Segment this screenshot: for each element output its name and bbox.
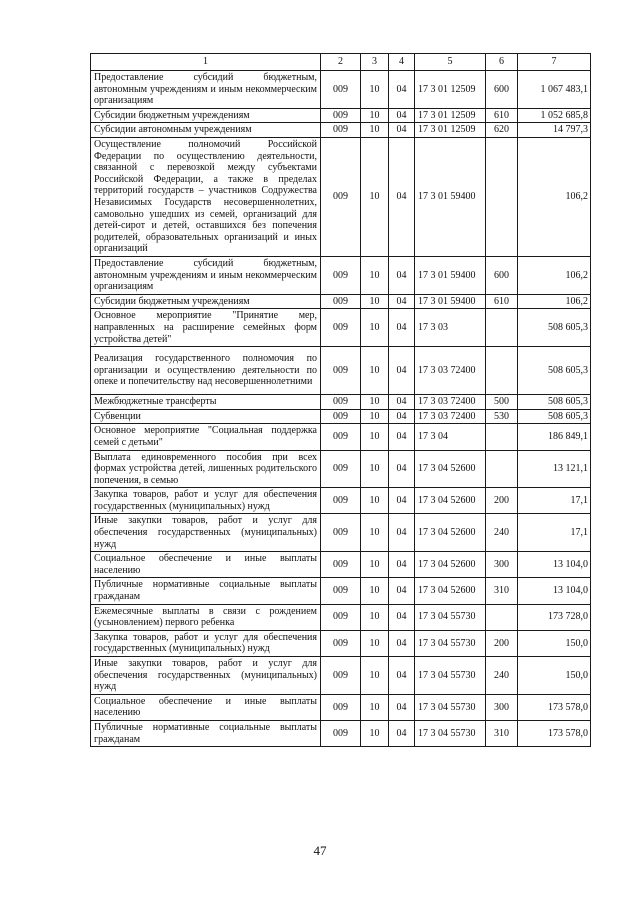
cell-section-code: 10 [361, 108, 389, 123]
cell-department-code: 009 [321, 409, 361, 424]
cell-expense-type-code: 200 [486, 630, 518, 656]
cell-target-article-code: 17 3 04 52600 [415, 514, 486, 552]
cell-section-code: 10 [361, 604, 389, 630]
cell-expense-type-code [486, 137, 518, 256]
cell-section-code: 10 [361, 720, 389, 746]
cell-amount: 13 104,0 [518, 552, 591, 578]
cell-target-article-code: 17 3 01 59400 [415, 256, 486, 294]
cell-target-article-code: 17 3 01 12509 [415, 123, 486, 138]
table-row [91, 604, 591, 630]
cell-section-code: 10 [361, 514, 389, 552]
table-row [91, 256, 591, 294]
cell-description: Публичные нормативные социальные выплаты гражданам [91, 720, 321, 746]
cell-department-code: 009 [321, 604, 361, 630]
cell-department-code: 009 [321, 395, 361, 410]
cell-target-article-code: 17 3 04 52600 [415, 488, 486, 514]
cell-amount: 173 578,0 [518, 694, 591, 720]
cell-description: Осуществление полномочий Российской Федерации по осуществлению деятельности, связанной с перевозкой между субъектами Российской Федерации, а также в пределах территорий государств – участников Содружества Независимых Государств несовершеннолетних, самовольно ушедших из семей, организаций для детей-сирот и детей, оставшихся без попечения родителей, образовательных организаций и иных организаций [91, 137, 321, 256]
cell-expense-type-code: 300 [486, 694, 518, 720]
header-row [91, 54, 591, 71]
cell-description: Выплата единовременного пособия при всех формах устройства детей, лишенных родительского попечения, в семью [91, 450, 321, 488]
table-row [91, 488, 591, 514]
cell-expense-type-code: 310 [486, 720, 518, 746]
cell-section-code: 10 [361, 256, 389, 294]
cell-department-code: 009 [321, 552, 361, 578]
table-row [91, 123, 591, 138]
cell-department-code: 009 [321, 630, 361, 656]
cell-expense-type-code [486, 424, 518, 450]
cell-amount: 508 605,3 [518, 309, 591, 347]
table-row [91, 578, 591, 604]
cell-description: Субсидии бюджетным учреждениям [91, 108, 321, 123]
cell-subsection-code: 04 [389, 395, 415, 410]
cell-department-code: 009 [321, 450, 361, 488]
cell-amount: 106,2 [518, 256, 591, 294]
cell-amount: 1 052 685,8 [518, 108, 591, 123]
cell-subsection-code: 04 [389, 514, 415, 552]
cell-expense-type-code [486, 347, 518, 395]
header-cell-5: 5 [415, 54, 486, 71]
cell-section-code: 10 [361, 123, 389, 138]
cell-department-code: 009 [321, 137, 361, 256]
table-row [91, 309, 591, 347]
cell-subsection-code: 04 [389, 630, 415, 656]
cell-subsection-code: 04 [389, 347, 415, 395]
cell-description: Иные закупки товаров, работ и услуг для обеспечения государственных (муниципальных) нужд [91, 657, 321, 695]
cell-department-code: 009 [321, 694, 361, 720]
cell-amount: 106,2 [518, 294, 591, 309]
cell-subsection-code: 04 [389, 309, 415, 347]
cell-expense-type-code: 240 [486, 657, 518, 695]
cell-section-code: 10 [361, 424, 389, 450]
cell-expense-type-code: 200 [486, 488, 518, 514]
cell-subsection-code: 04 [389, 108, 415, 123]
cell-section-code: 10 [361, 578, 389, 604]
table-row [91, 657, 591, 695]
table-row [91, 552, 591, 578]
cell-expense-type-code: 600 [486, 71, 518, 109]
table-row [91, 424, 591, 450]
page-number: 47 [313, 843, 327, 858]
cell-section-code: 10 [361, 71, 389, 109]
cell-target-article-code: 17 3 01 59400 [415, 294, 486, 309]
cell-expense-type-code [486, 309, 518, 347]
table-row [91, 294, 591, 309]
cell-description: Субвенции [91, 409, 321, 424]
cell-expense-type-code [486, 604, 518, 630]
cell-department-code: 009 [321, 256, 361, 294]
cell-subsection-code: 04 [389, 720, 415, 746]
cell-subsection-code: 04 [389, 657, 415, 695]
cell-department-code: 009 [321, 720, 361, 746]
cell-amount: 17,1 [518, 488, 591, 514]
cell-amount: 508 605,3 [518, 395, 591, 410]
header-cell-1: 1 [91, 54, 321, 71]
table-row [91, 694, 591, 720]
cell-amount: 508 605,3 [518, 409, 591, 424]
cell-expense-type-code: 610 [486, 294, 518, 309]
cell-expense-type-code: 240 [486, 514, 518, 552]
cell-subsection-code: 04 [389, 604, 415, 630]
cell-section-code: 10 [361, 552, 389, 578]
cell-description: Социальное обеспечение и иные выплаты населению [91, 694, 321, 720]
table-body [91, 54, 591, 747]
cell-amount: 508 605,3 [518, 347, 591, 395]
cell-amount: 17,1 [518, 514, 591, 552]
table-row [91, 630, 591, 656]
cell-subsection-code: 04 [389, 409, 415, 424]
cell-department-code: 009 [321, 309, 361, 347]
cell-subsection-code: 04 [389, 137, 415, 256]
cell-description: Основное мероприятие "Принятие мер, направленных на расширение семейных форм устройства детей" [91, 309, 321, 347]
header-cell-2: 2 [321, 54, 361, 71]
cell-description: Межбюджетные трансферты [91, 395, 321, 410]
cell-expense-type-code: 610 [486, 108, 518, 123]
cell-section-code: 10 [361, 657, 389, 695]
cell-expense-type-code: 310 [486, 578, 518, 604]
cell-section-code: 10 [361, 294, 389, 309]
cell-department-code: 009 [321, 71, 361, 109]
cell-department-code: 009 [321, 123, 361, 138]
table-row [91, 450, 591, 488]
cell-amount: 1 067 483,1 [518, 71, 591, 109]
cell-expense-type-code: 620 [486, 123, 518, 138]
cell-amount: 173 578,0 [518, 720, 591, 746]
cell-description: Закупка товаров, работ и услуг для обеспечения государственных (муниципальных) нужд [91, 630, 321, 656]
cell-section-code: 10 [361, 488, 389, 514]
cell-description: Предоставление субсидий бюджетным, автономным учреждениям и иным некоммерческим организациям [91, 71, 321, 109]
cell-target-article-code: 17 3 04 55730 [415, 604, 486, 630]
cell-expense-type-code: 500 [486, 395, 518, 410]
cell-section-code: 10 [361, 694, 389, 720]
cell-description: Субсидии бюджетным учреждениям [91, 294, 321, 309]
cell-target-article-code: 17 3 04 52600 [415, 578, 486, 604]
budget-table [90, 53, 591, 747]
cell-section-code: 10 [361, 347, 389, 395]
cell-description: Публичные нормативные социальные выплаты гражданам [91, 578, 321, 604]
cell-description: Иные закупки товаров, работ и услуг для обеспечения государственных (муниципальных) нужд [91, 514, 321, 552]
table-row [91, 71, 591, 109]
header-cell-6: 6 [486, 54, 518, 71]
cell-section-code: 10 [361, 630, 389, 656]
cell-target-article-code: 17 3 03 72400 [415, 395, 486, 410]
cell-subsection-code: 04 [389, 424, 415, 450]
cell-subsection-code: 04 [389, 450, 415, 488]
table-row [91, 720, 591, 746]
cell-amount: 13 104,0 [518, 578, 591, 604]
cell-target-article-code: 17 3 04 52600 [415, 450, 486, 488]
cell-description: Ежемесячные выплаты в связи с рождением (усыновлением) первого ребенка [91, 604, 321, 630]
cell-amount: 173 728,0 [518, 604, 591, 630]
cell-target-article-code: 17 3 04 55730 [415, 630, 486, 656]
cell-expense-type-code [486, 450, 518, 488]
cell-target-article-code: 17 3 03 72400 [415, 347, 486, 395]
cell-target-article-code: 17 3 01 59400 [415, 137, 486, 256]
header-cell-4: 4 [389, 54, 415, 71]
table-row [91, 514, 591, 552]
cell-target-article-code: 17 3 03 [415, 309, 486, 347]
cell-subsection-code: 04 [389, 552, 415, 578]
cell-subsection-code: 04 [389, 123, 415, 138]
cell-target-article-code: 17 3 04 55730 [415, 720, 486, 746]
cell-amount: 14 797,3 [518, 123, 591, 138]
cell-subsection-code: 04 [389, 488, 415, 514]
table-row [91, 108, 591, 123]
cell-section-code: 10 [361, 137, 389, 256]
table-row [91, 395, 591, 410]
cell-description: Предоставление субсидий бюджетным, автономным учреждениям и иным некоммерческим организациям [91, 256, 321, 294]
cell-target-article-code: 17 3 01 12509 [415, 108, 486, 123]
cell-target-article-code: 17 3 04 52600 [415, 552, 486, 578]
cell-target-article-code: 17 3 04 [415, 424, 486, 450]
cell-department-code: 009 [321, 488, 361, 514]
cell-description: Субсидии автономным учреждениям [91, 123, 321, 138]
cell-target-article-code: 17 3 03 72400 [415, 409, 486, 424]
cell-subsection-code: 04 [389, 694, 415, 720]
cell-subsection-code: 04 [389, 578, 415, 604]
cell-description: Социальное обеспечение и иные выплаты населению [91, 552, 321, 578]
cell-department-code: 009 [321, 294, 361, 309]
cell-target-article-code: 17 3 04 55730 [415, 657, 486, 695]
cell-amount: 150,0 [518, 657, 591, 695]
table-row [91, 347, 591, 395]
cell-amount: 106,2 [518, 137, 591, 256]
cell-amount: 13 121,1 [518, 450, 591, 488]
cell-expense-type-code: 530 [486, 409, 518, 424]
cell-description: Реализация государственного полномочия по организации и осуществлению деятельности по опеке и попечительству над несовершеннолетними [91, 347, 321, 395]
cell-section-code: 10 [361, 409, 389, 424]
table-row [91, 409, 591, 424]
cell-amount: 186 849,1 [518, 424, 591, 450]
cell-section-code: 10 [361, 395, 389, 410]
cell-department-code: 009 [321, 424, 361, 450]
cell-description: Основное мероприятие "Социальная поддержка семей с детьми" [91, 424, 321, 450]
cell-subsection-code: 04 [389, 71, 415, 109]
cell-description: Закупка товаров, работ и услуг для обеспечения государственных (муниципальных) нужд [91, 488, 321, 514]
cell-section-code: 10 [361, 309, 389, 347]
cell-department-code: 009 [321, 347, 361, 395]
table-row [91, 137, 591, 256]
cell-department-code: 009 [321, 578, 361, 604]
cell-department-code: 009 [321, 657, 361, 695]
cell-expense-type-code: 300 [486, 552, 518, 578]
cell-department-code: 009 [321, 514, 361, 552]
cell-amount: 150,0 [518, 630, 591, 656]
cell-subsection-code: 04 [389, 294, 415, 309]
cell-section-code: 10 [361, 450, 389, 488]
cell-department-code: 009 [321, 108, 361, 123]
cell-subsection-code: 04 [389, 256, 415, 294]
cell-target-article-code: 17 3 04 55730 [415, 694, 486, 720]
header-cell-3: 3 [361, 54, 389, 71]
cell-target-article-code: 17 3 01 12509 [415, 71, 486, 109]
header-cell-7: 7 [518, 54, 591, 71]
cell-expense-type-code: 600 [486, 256, 518, 294]
